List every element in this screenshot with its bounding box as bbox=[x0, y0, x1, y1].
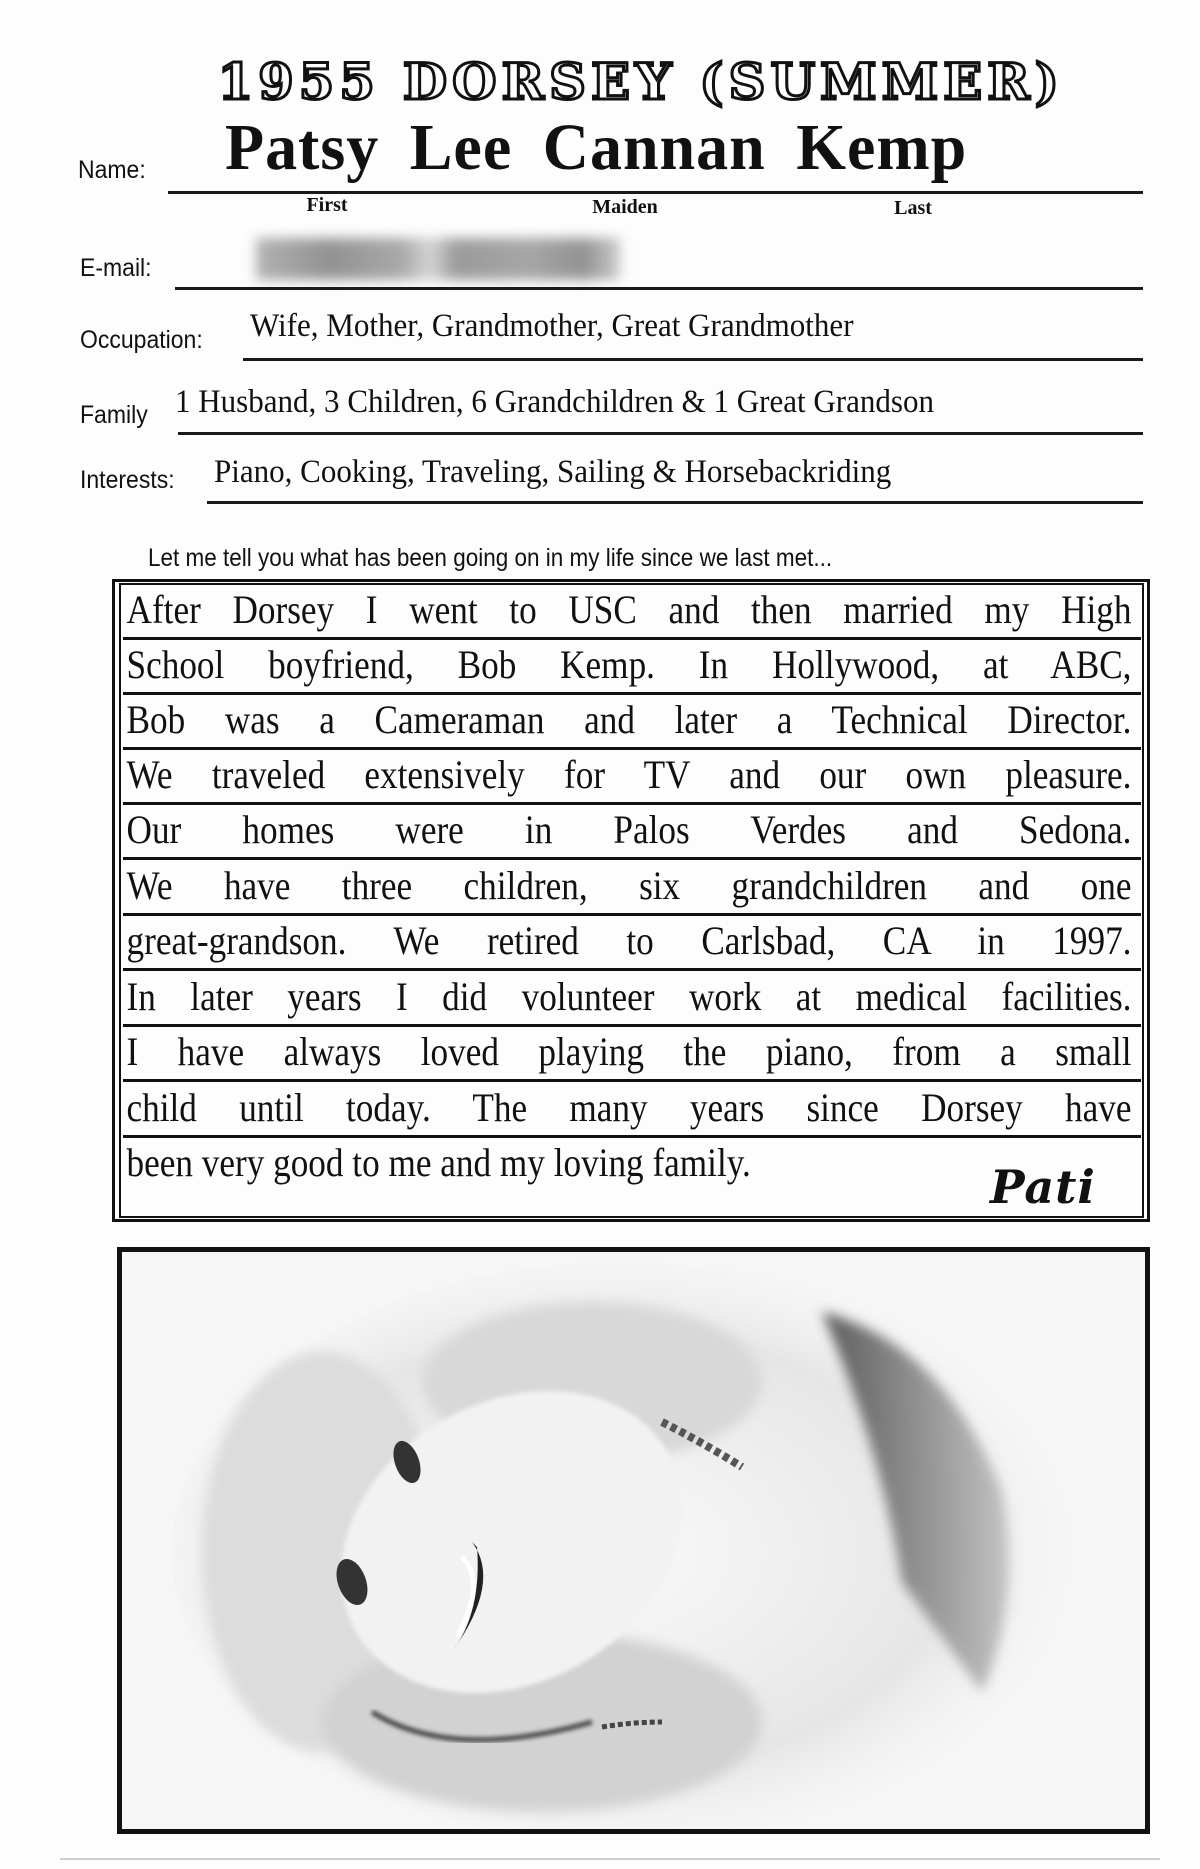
story-line bbox=[123, 750, 1141, 805]
story-line bbox=[123, 972, 1141, 1027]
story-line bbox=[123, 805, 1141, 860]
signature: Pati bbox=[990, 1160, 1096, 1214]
story-line-text: great-grandson. We retired to Carlsbad, CA in 1997. bbox=[126, 918, 1132, 963]
portrait-photo bbox=[117, 1247, 1150, 1834]
family-value: 1 Husband, 3 Children, 6 Grandchildren & 1 Great Grandson bbox=[175, 384, 934, 420]
name-label: Name: bbox=[78, 156, 146, 184]
name-sublabel-maiden: Maiden bbox=[592, 196, 658, 218]
story-line bbox=[123, 695, 1141, 750]
story-line-text: We traveled extensively for TV and our own pleasure. bbox=[126, 752, 1132, 797]
occupation-value: Wife, Mother, Grandmother, Great Grandmother bbox=[250, 308, 854, 344]
story-line bbox=[123, 640, 1141, 695]
story-line bbox=[123, 916, 1141, 971]
story-line bbox=[123, 585, 1141, 640]
email-label: E-mail: bbox=[80, 254, 152, 282]
interests-label: Interests: bbox=[80, 466, 175, 494]
story-line bbox=[123, 1027, 1141, 1082]
email-rule bbox=[175, 287, 1143, 290]
story-line-text: Our homes were in Palos Verdes and Sedona. bbox=[126, 807, 1132, 852]
story-intro: Let me tell you what has been going on in my life since we last met... bbox=[148, 544, 833, 572]
story-line-text: In later years I did volunteer work at medical facilities. bbox=[126, 974, 1132, 1019]
page-bottom-rule bbox=[60, 1858, 1160, 1860]
name-sublabel-last: Last bbox=[894, 197, 932, 219]
family-value-clip bbox=[175, 384, 1152, 432]
story-line-text: child until today. The many years since Dorsey have bbox=[126, 1085, 1132, 1130]
story-line-text: been very good to me and my loving family. bbox=[126, 1140, 751, 1185]
family-rule bbox=[178, 432, 1143, 435]
name-value: Patsy Lee Cannan Kemp bbox=[225, 111, 968, 184]
name-sublabel-first: First bbox=[306, 194, 348, 216]
portrait-photo-illustration bbox=[122, 1252, 1145, 1829]
email-value bbox=[262, 244, 387, 276]
story-line bbox=[123, 1138, 1141, 1218]
page-title: 1955 DORSEY (SUMMER) bbox=[217, 52, 1064, 111]
story-line-text: We have three children, six grandchildren and one bbox=[126, 863, 1132, 908]
family-label: Family bbox=[80, 401, 148, 429]
story-line bbox=[123, 861, 1141, 916]
story-line-text: Bob was a Cameraman and later a Technical Director. bbox=[126, 697, 1132, 742]
story-line-text: After Dorsey I went to USC and then married my High bbox=[126, 587, 1132, 632]
occupation-label: Occupation: bbox=[80, 326, 203, 354]
interests-value: Piano, Cooking, Traveling, Sailing & Horsebackriding bbox=[214, 454, 892, 490]
occupation-rule bbox=[243, 358, 1143, 361]
story-line-text: School boyfriend, Bob Kemp. In Hollywood, at ABC, bbox=[126, 642, 1132, 687]
interests-rule bbox=[207, 501, 1143, 504]
story-line-text: I have always loved playing the piano, from a small bbox=[126, 1029, 1132, 1074]
story-line bbox=[123, 1083, 1141, 1138]
